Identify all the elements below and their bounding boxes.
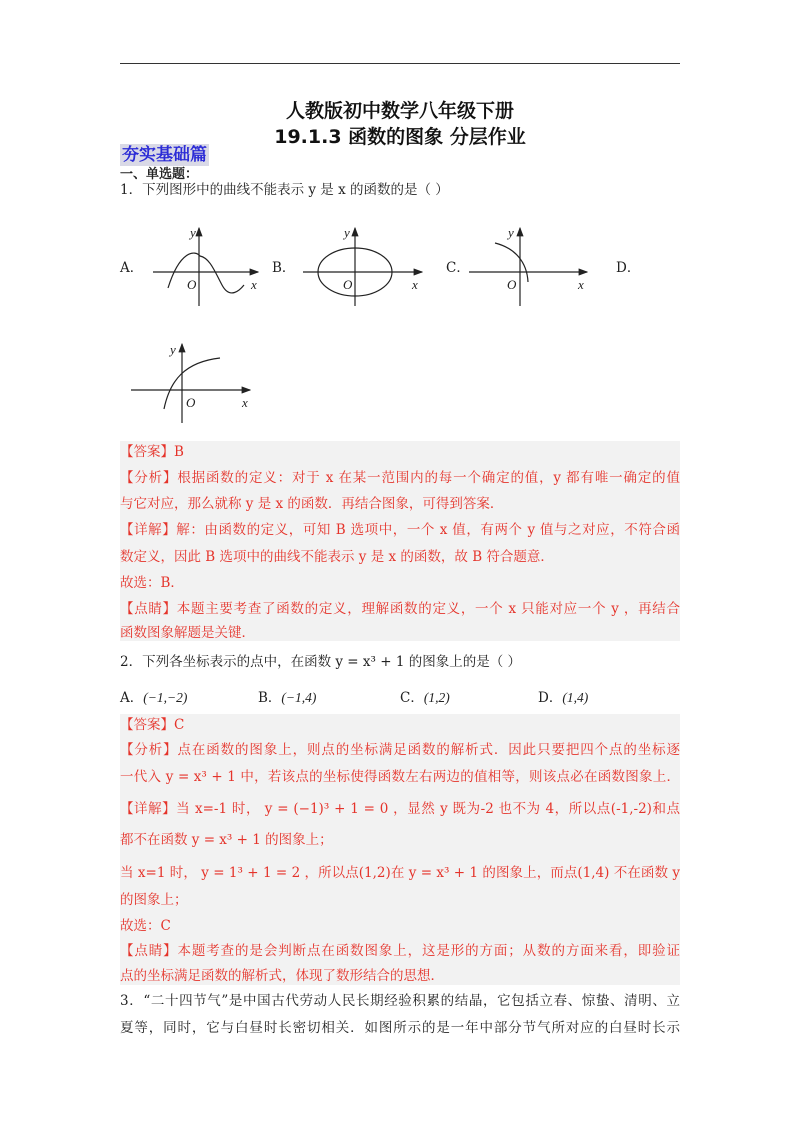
- q2-option-c: C．(1,2): [400, 690, 450, 706]
- q1-stem: 1．下列图形中的曲线不能表示 y 是 x 的函数的是（ ）: [120, 182, 449, 198]
- graph-d: [131, 344, 250, 423]
- q2-detail-cont: 都不在函数 y = x³ + 1 的图象上；: [120, 832, 333, 848]
- q1-option-a: A．: [120, 260, 144, 276]
- q3-stem: 3．“二十四节气”是中国古代劳动人民长期经验积累的结晶，它包括立春、惊蛰、清明、立: [120, 993, 680, 1009]
- svg-text:O: O: [507, 277, 517, 292]
- q1-option-d: D．: [616, 260, 641, 276]
- q2-comment: 【点睛】本题考查的是会判断点在函数图象上，这是形的方面；从数的方面来看，即验证: [120, 943, 680, 959]
- q1-comment-cont: 函数图象解题是关键．: [120, 625, 255, 641]
- q2-analysis: 【分析】点在函数的图象上，则点的坐标满足函数的解析式．因此只要把四个点的坐标逐: [120, 742, 680, 758]
- q1-detail-cont: 数定义，因此 B 选项中的曲线不能表示 y 是 x 的函数，故 B 符合题意．: [120, 549, 554, 565]
- svg-text:y: y: [170, 342, 176, 357]
- svg-text:x: x: [242, 395, 248, 410]
- q1-analysis: 【分析】根据函数的定义：对于 x 在某一范围内的每一个确定的值，y 都有唯一确定的值: [120, 470, 680, 486]
- q2-choice: 故选：C: [120, 918, 171, 934]
- svg-text:y: y: [344, 225, 350, 240]
- svg-text:y: y: [508, 225, 514, 240]
- section-label: 夯实基础篇: [122, 145, 207, 165]
- svg-text:O: O: [343, 277, 353, 292]
- svg-text:x: x: [412, 277, 418, 292]
- q1-choice: 故选：B．: [120, 575, 184, 591]
- q2-detail-2: 当 x=1 时， y = 1³ + 1 = 2 ，所以点(1,2)在 y = x³ + 1 的图象上，而点(1,4) 不在函数 y: [120, 865, 680, 881]
- q2-analysis-cont: 一代入 y = x³ + 1 中，若该点的坐标使得函数左右两边的值相等，则该点必在函数图象上．: [120, 769, 680, 785]
- q1-graphs: [0, 0, 800, 440]
- q3-stem-cont: 夏等，同时，它与白昼时长密切相关．如图所示的是一年中部分节气所对应的白昼时长示: [120, 1020, 680, 1036]
- q1-option-b: B．: [272, 260, 296, 276]
- q2-detail-2-cont: 的图象上；: [120, 892, 188, 908]
- svg-text:x: x: [578, 277, 584, 292]
- q1-comment: 【点睛】本题主要考查了函数的定义，理解函数的定义，一个 x 只能对应一个 y ，再结合: [120, 601, 680, 617]
- question-type-heading: 一、单选题：: [120, 167, 199, 182]
- graph-c: [469, 228, 587, 306]
- q1-analysis-cont: 与它对应，那么就称 y 是 x 的函数．再结合图象，可得到答案．: [120, 496, 504, 512]
- graph-b: [303, 228, 422, 306]
- q1-option-c: C．: [446, 260, 470, 276]
- q2-comment-cont: 点的坐标满足函数的解析式，体现了数形结合的思想．: [120, 968, 444, 984]
- q1-answer: 【答案】B: [120, 444, 184, 460]
- q2-stem: 2．下列各坐标表示的点中，在函数 y = x³ + 1 的图象上的是（ ）: [120, 654, 521, 670]
- svg-text:O: O: [187, 277, 197, 292]
- graph-a: [153, 228, 258, 306]
- doc-title: 人教版初中数学八年级下册: [285, 100, 514, 122]
- svg-text:x: x: [251, 277, 257, 292]
- q2-detail: 【详解】当 x=-1 时， y = (−1)³ + 1 = 0 ，显然 y 既为-2 也不为 4，所以点(-1,-2)和点: [120, 801, 680, 817]
- doc-subtitle: 19.1.3 函数的图象 分层作业: [274, 126, 526, 148]
- q2-option-d: D．(1,4): [538, 690, 589, 706]
- q2-answer: 【答案】C: [120, 717, 185, 733]
- svg-text:y: y: [190, 225, 196, 240]
- q1-detail: 【详解】解：由函数的定义，可知 B 选项中，一个 x 值，有两个 y 值与之对应，不符合函: [120, 522, 680, 538]
- q2-option-a: A．(−1,−2): [120, 690, 188, 706]
- q2-option-b: B．(−1,4): [258, 690, 317, 706]
- svg-text:O: O: [186, 395, 196, 410]
